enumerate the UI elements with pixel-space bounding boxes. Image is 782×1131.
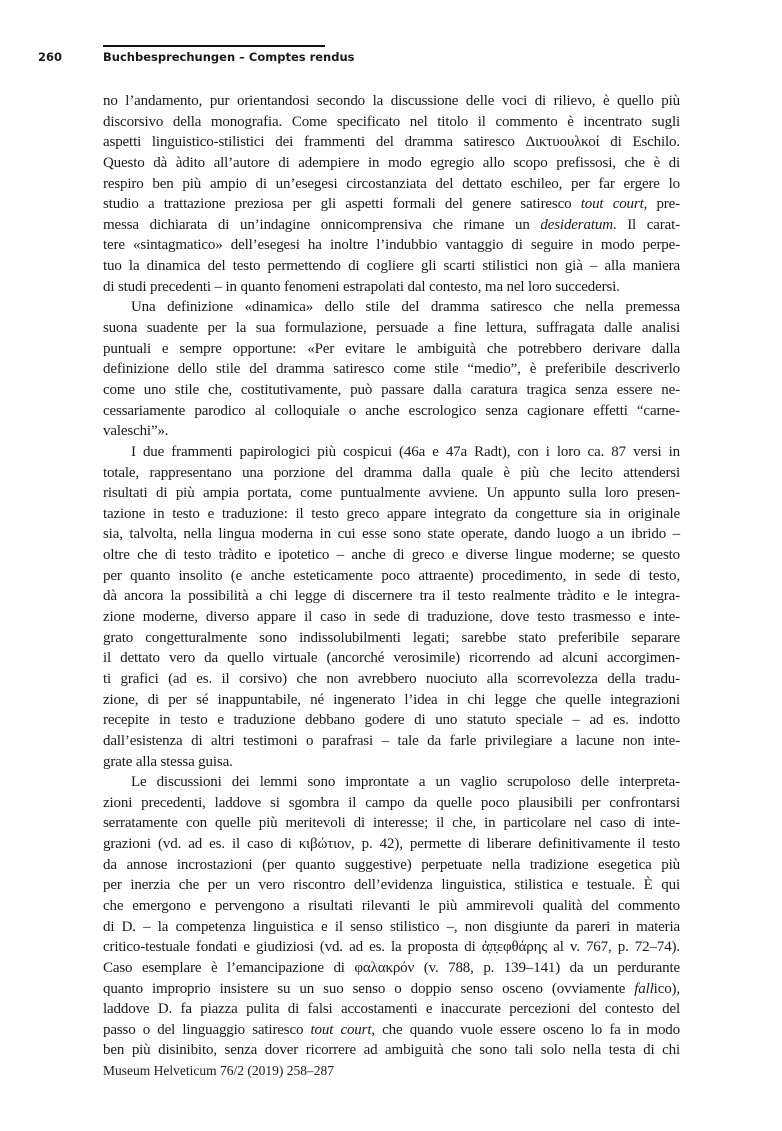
text-segment: quanto improprio insistere su un suo senso o doppio senso osceno (ovviamente xyxy=(103,980,635,997)
text-segment: studio a trattazione preziosa per gli aspetti formali del genere satiresco xyxy=(103,196,581,213)
text-segment: , che quando vuole essere osceno lo fa in modo xyxy=(371,1021,680,1038)
text-segment: oltre che di testo tràdito e ipotetico – anche di greco e diverse lingue moderne; se questo xyxy=(103,547,680,564)
text-segment: ico), xyxy=(653,980,680,997)
text-line xyxy=(103,132,680,153)
text-line xyxy=(103,1040,680,1061)
text-segment: Le discussioni dei lemmi sono improntate a un vaglio scrupoloso delle interpreta- xyxy=(131,774,680,791)
text-line xyxy=(103,937,680,958)
header-rule xyxy=(103,45,325,47)
text-line xyxy=(103,607,680,628)
article-body xyxy=(103,91,680,1061)
text-line xyxy=(103,545,680,566)
italic-text: desideratum xyxy=(540,216,613,233)
text-segment: tazione in testo e traduzione: il testo greco appare integrato da congetture sia in originale xyxy=(103,505,680,522)
text-line xyxy=(103,772,680,793)
text-segment: dall’esistenza di altri testimoni o parafrasi – tale da farle privilegiare a lacune non inte- xyxy=(103,732,680,749)
text-line xyxy=(103,504,680,525)
italic-text: tout court xyxy=(580,196,644,213)
text-line xyxy=(103,463,680,484)
text-line xyxy=(103,999,680,1020)
paragraph xyxy=(103,772,680,1061)
text-line xyxy=(103,297,680,318)
text-segment: I due frammenti papirologici più cospicui (46a e 47a Radt), con i loro ca. 87 versi in xyxy=(131,443,680,460)
text-segment: aspetti linguistico-stilistici dei frammenti del dramma satiresco Δικτυουλκοί di Eschilo. xyxy=(103,134,680,151)
page-number: 260 xyxy=(38,50,63,64)
text-line xyxy=(103,628,680,649)
text-segment: zione moderne, diverso appare il caso in sede di traduzione, dove testo trasmesso e inte- xyxy=(103,609,680,626)
italic-text: fall xyxy=(634,980,654,997)
running-head: Buchbesprechungen – Comptes rendus xyxy=(103,50,355,64)
text-line xyxy=(103,442,680,463)
text-line xyxy=(103,855,680,876)
paragraph xyxy=(103,91,680,297)
text-line xyxy=(103,194,680,215)
text-segment: per quanto insolito (e anche esteticamente poco attraente) procedimento, in sede di testo, xyxy=(103,567,680,584)
text-segment: zioni precedenti, laddove si sgombra il campo da quelle poco plausibili per confrontarsi xyxy=(103,794,680,811)
text-segment: totale, rappresentano una porzione del dramma dalla quale è più che lecito attendersi xyxy=(103,464,680,481)
text-segment: tuo la dinamica del testo permettendo di cogliere gli scarti stilistici non già – alla maniera xyxy=(103,258,680,275)
paragraph xyxy=(103,442,680,772)
text-line xyxy=(103,875,680,896)
text-segment: Una definizione «dinamica» dello stile del dramma satiresco che nella premessa xyxy=(131,299,680,316)
text-line xyxy=(103,112,680,133)
text-line xyxy=(103,153,680,174)
text-line xyxy=(103,277,680,298)
text-segment: messa dichiarata di un’indagine onnicomprensiva che rimane un xyxy=(103,216,541,233)
text-line xyxy=(103,586,680,607)
text-line xyxy=(103,752,680,773)
text-line xyxy=(103,235,680,256)
text-segment: zione, di per sé inappuntabile, né ingenerato l’idea in chi legge che quelle integrazioni xyxy=(103,691,680,708)
text-line xyxy=(103,813,680,834)
text-line xyxy=(103,834,680,855)
text-segment: grazioni (vd. ad es. il caso di κιβώτιον, p. 42), permette di liberare definitivamente il testo xyxy=(103,836,680,853)
text-segment: ti grafici (ad es. il corsivo) che non avrebbero nuociuto alla scorrevolezza della tradu- xyxy=(103,670,680,687)
text-segment: da annose incrostazioni (per quanto suggestive) perpetuate nella tradizione esegetica più xyxy=(103,856,680,873)
text-segment: passo o del linguaggio satiresco xyxy=(103,1021,311,1038)
text-segment: discorsivo della monografia. Come specificato nel titolo il commento è incentrato sugli xyxy=(103,113,680,130)
text-line xyxy=(103,339,680,360)
text-segment: no l’andamento, pur orientandosi secondo la discussione delle voci di rilievo, è quello più xyxy=(103,93,680,109)
text-line xyxy=(103,215,680,236)
text-segment: di studi precedenti – in quanto fenomeni estrapolati dal contesto, ma nel loro succedersi. xyxy=(103,278,620,295)
text-line xyxy=(103,648,680,669)
text-segment: grato congetturalmente sono indissolubilmenti legati; sarebbe stato preferibile separare xyxy=(103,629,680,646)
text-line xyxy=(103,1020,680,1041)
text-segment: Questo dà àdito all’autore di adempiere in modo egregio allo scopo prefissosi, che è di xyxy=(103,154,680,171)
text-segment: risultati di più ampia portata, come puntualmente avviene. Un appunto sulla loro presen- xyxy=(103,485,680,502)
text-segment: per inerzia che per un vero riscontro dell’evidenza linguistica, stilistica e testuale. È qui xyxy=(103,877,680,894)
text-segment: dà ancora la possibilità a chi legge di discernere tra il testo realmente tràdito e le integra- xyxy=(103,588,680,605)
text-line xyxy=(103,256,680,277)
text-segment: il dettato vero da quello virtuale (ancorché verosimile) ricorrendo ad alcuni accorgimen- xyxy=(103,650,680,667)
text-segment: laddove D. fa piazza pulita di falsi accostamenti e inaccurate percezioni del contesto del xyxy=(103,1001,680,1018)
text-segment: grate alla stessa guisa. xyxy=(103,753,233,770)
text-segment: definizione dello stile del dramma satiresco come stile “medio”, è preferibile descriverlo xyxy=(103,361,680,378)
text-segment: . Il carat- xyxy=(612,216,680,233)
text-segment: serratamente con quelle più meritevoli di interesse; il che, in particolare nel caso di inte- xyxy=(103,815,680,832)
text-line xyxy=(103,669,680,690)
text-line xyxy=(103,979,680,1000)
text-line xyxy=(103,710,680,731)
text-segment: tere «sintagmatico» dell’esegesi ha inoltre l’indubbio vantaggio di seguire in modo perpe- xyxy=(103,237,680,254)
text-line xyxy=(103,174,680,195)
text-segment: Caso esemplare è l’emancipazione di φαλακρόν (v. 788, p. 139–141) da un perdurante xyxy=(103,959,680,976)
paragraph xyxy=(103,297,680,441)
text-line xyxy=(103,524,680,545)
journal-citation: Museum Helveticum 76/2 (2019) 258–287 xyxy=(103,1063,334,1078)
text-line xyxy=(103,380,680,401)
text-line xyxy=(103,731,680,752)
text-segment: suona suadente per la sua formulazione, persuade a fine lettura, suffragata dalle analisi xyxy=(103,320,680,337)
text-line xyxy=(103,421,680,442)
text-line xyxy=(103,359,680,380)
text-line xyxy=(103,958,680,979)
text-segment: , pre- xyxy=(643,196,680,213)
text-line xyxy=(103,566,680,587)
text-line xyxy=(103,896,680,917)
text-segment: come uno stile che, costitutivamente, può passare dalla caratura tragica senza essere ne- xyxy=(103,381,680,398)
italic-text: tout court xyxy=(310,1021,372,1038)
text-line xyxy=(103,483,680,504)
text-segment: sia, talvolta, nella lingua moderna in cui esse sono state operate, dando luogo a un ibrido – xyxy=(103,526,680,543)
text-segment: che emergono e pervengono a risultati rilevanti le più ammirevoli qualità del commento xyxy=(103,897,680,914)
text-line xyxy=(103,401,680,422)
text-segment: critico-testuale fondati e giudiziosi (vd. ad es. la proposta di ἀ̣π̣εφθάρης al v. 767, p. 72–74). xyxy=(103,939,680,956)
text-line xyxy=(103,318,680,339)
text-segment: respiro ben più ampio di un’esegesi circostanziata del dettato eschileo, per far ergere lo xyxy=(103,175,680,192)
text-segment: cessariamente parodico al colloquiale o anche escrologico senza cagionare effetti “carne- xyxy=(103,402,680,419)
text-line xyxy=(103,793,680,814)
text-segment: recepite in testo e traduzione debbano godere di uno statuto speciale – ad es. indotto xyxy=(103,712,680,729)
text-segment: valeschi”». xyxy=(103,423,169,440)
text-segment: di D. – la competenza linguistica e il senso stilistico –, non disgiunte da pareri in materia xyxy=(103,918,680,935)
text-segment: ben più disinibito, senza dover ricorrere ad ambiguità che sono tali solo nella testa di chi xyxy=(103,1042,680,1059)
text-line xyxy=(103,91,680,112)
text-line xyxy=(103,690,680,711)
text-segment: puntuali e sempre opportune: «Per evitare le ambiguità che potrebbero derivare dalla xyxy=(103,340,680,357)
text-line xyxy=(103,917,680,938)
